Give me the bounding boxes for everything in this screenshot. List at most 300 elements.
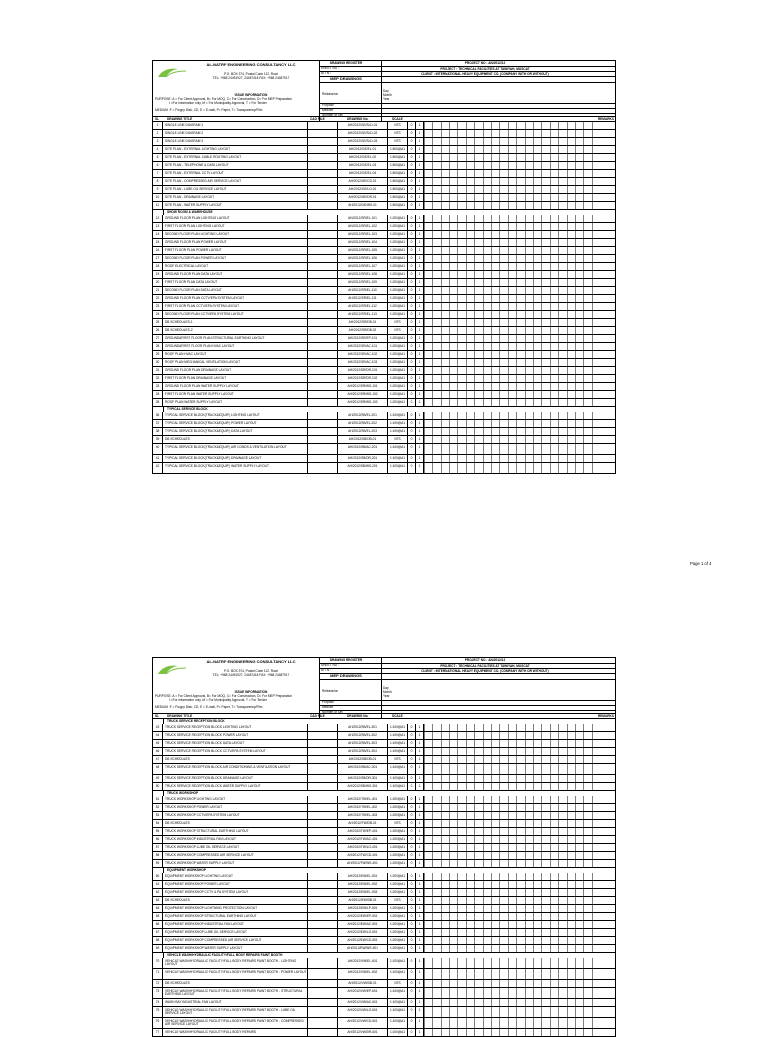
field-release: Release/on — [322, 689, 339, 693]
drawing-scale: 1:200@A1 — [388, 812, 408, 819]
revision-2: 1 — [416, 969, 424, 979]
revision-2: 1 — [416, 1007, 424, 1017]
revision-1: 0 — [408, 463, 416, 473]
cad-file — [308, 913, 338, 920]
table-row — [152, 852, 616, 860]
drawing-number: AH/2012/GE/SLD-02 — [338, 130, 388, 137]
drawing-number: AH/2012/VW/EP-601 — [338, 988, 388, 998]
field-medium: Medium — [322, 108, 334, 112]
issue-grid — [424, 327, 597, 334]
drawing-title: TRUCK WORKSHOP COMPRESSED AIR SERVICE LAYOUT — [163, 852, 308, 859]
drawing-scale: 1:200@A1 — [388, 881, 408, 888]
row-number: 50 — [153, 783, 163, 790]
col-remarks: REMARKS — [597, 116, 614, 121]
row-number: 14 — [153, 231, 163, 238]
issue-grid — [424, 945, 597, 952]
drawing-title: ROOF PLAN WATER SUPPLY LAYOUT — [163, 399, 308, 406]
table-row — [152, 399, 616, 407]
section-heading-text: TRUCK WORKSHOP — [167, 791, 199, 795]
drawing-scale: 1:100@A1 — [388, 1007, 408, 1017]
table-row — [152, 796, 616, 804]
cad-file — [308, 724, 338, 731]
revision-1: 0 — [408, 812, 416, 819]
cad-file — [308, 271, 338, 278]
drawing-title: SECOND FLOOR PLAN LIGHTING LAYOUT — [163, 231, 308, 238]
cad-file — [308, 929, 338, 936]
cad-file — [308, 1029, 338, 1036]
issue-grid — [424, 202, 597, 209]
revision-1: 0 — [408, 223, 416, 230]
register-sheet-1 — [152, 60, 616, 474]
revision-1: 0 — [408, 375, 416, 382]
row-number: 24 — [153, 311, 163, 318]
table-row — [152, 287, 616, 295]
company-contact: TEL: +968 24491927, 24487418 FAX: +968 24487917 — [212, 76, 290, 80]
row-number: 57 — [153, 844, 163, 851]
drawing-scale: 1:200@A1 — [388, 889, 408, 896]
drawing-scale: 1:500@A1 — [388, 146, 408, 153]
revision-1: 0 — [408, 279, 416, 286]
revision-2: 1 — [416, 186, 424, 193]
revision-1: 0 — [408, 889, 416, 896]
drawing-scale: 1:200@A1 — [388, 247, 408, 254]
drawing-title: TRUCK SERVICE RECEPTION BLOCK LIGHTING LAYOUT — [163, 724, 308, 731]
drawing-number: AH/2012/SB/AC-301 — [338, 764, 388, 774]
drawing-title: TYPICAL SERVICE BLOCK(TRUCK&EQUIP.) AIR CONDS & VENTILATION LAYOUT — [163, 444, 308, 454]
company-address: P.O. BOX 374, Postal Code 112, Ruwi — [224, 72, 278, 76]
issue-grid — [424, 130, 597, 137]
issue-grid — [424, 1007, 597, 1017]
issue-grid — [424, 367, 597, 374]
drawing-title: TYPICAL SERVICE BLOCK(TRUCK&EQUIP.) LIGHTING LAYOUT — [163, 412, 308, 419]
drawing-number: AH/2012/SR/EL-106 — [338, 255, 388, 262]
drawing-number: AH/2012/TW/EP-401 — [338, 828, 388, 835]
revision-1: 0 — [408, 929, 416, 936]
revision-1: 0 — [408, 255, 416, 262]
drawing-number: AH/2012/SR/DR-101 — [338, 367, 388, 374]
drawing-scale: 1:100@A1 — [388, 455, 408, 462]
row-number: 19 — [153, 271, 163, 278]
revision-2: 1 — [416, 215, 424, 222]
drawing-title: SITE PLAN - DRAINAGE LAYOUT — [163, 194, 308, 201]
revision-2: 1 — [416, 764, 424, 774]
table-row — [152, 170, 616, 178]
issue-grid — [424, 279, 597, 286]
row-number: 12 — [153, 215, 163, 222]
table-row — [152, 359, 616, 367]
drawing-title: TRUCK WORKSHOP WATER SUPPLY LAYOUT — [163, 860, 308, 867]
table-row — [152, 913, 616, 921]
revision-1: 0 — [408, 412, 416, 419]
revision-2: 1 — [416, 444, 424, 454]
cad-file — [308, 436, 338, 443]
drawing-scale: 1:200@A1 — [388, 828, 408, 835]
issue-grid — [424, 383, 597, 390]
drawing-title: VEHICLE WASH/HYDRAULIC FACILITY/FULL BODY REPAIRS PAINT BOOTH - COMPRESSED AIR SERVICE LAYOUT — [163, 1018, 308, 1028]
drawing-number: AH/2012/SR/EL-101 — [338, 215, 388, 222]
drawing-title: EQUIPMENT WORKSHOP CCTV & PA SYSTEM LAYOUT — [163, 889, 308, 896]
cad-file — [308, 146, 338, 153]
revision-1: 0 — [408, 455, 416, 462]
drawing-scale: 1:200@A1 — [388, 223, 408, 230]
revision-1: 0 — [408, 980, 416, 987]
drawing-scale: 1:200@A1 — [388, 399, 408, 406]
drawing-title: TRUCK WORKSHOP CCTV/EPA SYSTEM LAYOUT — [163, 812, 308, 819]
revision-1: 0 — [408, 351, 416, 358]
drawing-scale: NTS — [388, 130, 408, 137]
drawing-title: FIRST FLOOR PLAN LIGHTING LAYOUT — [163, 223, 308, 230]
table-row — [152, 988, 616, 999]
drawing-scale: NTS — [388, 122, 408, 129]
drawing-title: GROUND&FIRST FLOOR PLAN STRUCTURAL EARTHING LAYOUT — [163, 335, 308, 342]
issue-grid — [424, 311, 597, 318]
revision-2: 1 — [416, 812, 424, 819]
col-sl: SL — [155, 713, 160, 718]
revision-1: 0 — [408, 247, 416, 254]
key-year: Year — [383, 97, 390, 101]
drawing-scale: 1:100@A1 — [388, 958, 408, 968]
issue-grid — [424, 724, 597, 731]
revision-1: 0 — [408, 391, 416, 398]
drawing-scale: 1:200@A1 — [388, 836, 408, 843]
row-number: 33 — [153, 383, 163, 390]
drawing-title: GROUND&FIRST FLOOR PLAN HVAC LAYOUT — [163, 343, 308, 350]
drawing-number: AH/2012/SR/EL-109 — [338, 279, 388, 286]
drawing-scale: 1:100@A1 — [388, 444, 408, 454]
drawing-title: DB SCHEDULES — [163, 980, 308, 987]
drawing-title: WASH BAY INDUSTRIAL FAN LAYOUT — [163, 999, 308, 1006]
drawing-number: AH/2012/SB/EL-203 — [338, 428, 388, 435]
table-row — [152, 271, 616, 279]
issue-grid — [424, 958, 597, 968]
revision-1: 0 — [408, 756, 416, 763]
table-row — [152, 412, 616, 420]
drawing-title: GROUND FLOOR PLAN WATER SUPPLY LAYOUT — [163, 383, 308, 390]
row-number: 54 — [153, 820, 163, 827]
table-row — [152, 263, 616, 271]
issue-grid — [424, 271, 597, 278]
issue-grid — [424, 1029, 597, 1036]
issue-grid — [424, 969, 597, 979]
revision-2: 1 — [416, 980, 424, 987]
divider — [319, 710, 615, 711]
drawing-title: SITE PLAN - WATER SUPPLY LAYOUT — [163, 202, 308, 209]
table-row — [152, 783, 616, 791]
issue-grid — [424, 775, 597, 782]
revision-2: 1 — [416, 122, 424, 129]
drawing-number: AH/2012/SB/DR-301 — [338, 775, 388, 782]
drawing-scale: 1:200@A1 — [388, 303, 408, 310]
revision-2: 1 — [416, 351, 424, 358]
revision-1: 0 — [408, 295, 416, 302]
issue-grid — [424, 455, 597, 462]
issue-grid — [424, 980, 597, 987]
revision-2: 1 — [416, 852, 424, 859]
drawing-title: VEHICLE WASH/HYDRAULIC FACILITY/FULL BODY REPAIRS PAINT BOOTH - LUBE OIL SERVICE LAYOUT — [163, 1007, 308, 1017]
divider — [319, 82, 615, 83]
drawing-number: AH/2012/VW/EL-602 — [338, 969, 388, 979]
cad-file — [308, 138, 338, 145]
drawing-scale: 1:200@A1 — [388, 921, 408, 928]
row-number: 52 — [153, 804, 163, 811]
drawing-number: AH/2012/SR/EL-110 — [338, 287, 388, 294]
revision-1: 0 — [408, 958, 416, 968]
purpose-legend-2: I =For information only, M = For Municipality Approval, T = For Tender — [169, 101, 267, 105]
issue-grid — [424, 897, 597, 904]
revision-1: 0 — [408, 194, 416, 201]
revision-1: 0 — [408, 178, 416, 185]
drawing-scale: NTS — [388, 897, 408, 904]
cad-file — [308, 463, 338, 473]
revision-1: 0 — [408, 231, 416, 238]
revision-2: 1 — [416, 756, 424, 763]
row-number: 28 — [153, 343, 163, 350]
issue-grid — [424, 239, 597, 246]
table-row — [152, 860, 616, 868]
issue-grid — [424, 319, 597, 326]
table-row — [152, 732, 616, 740]
drawing-scale: 1:200@A1 — [388, 295, 408, 302]
cad-file — [308, 444, 338, 454]
cad-file — [308, 311, 338, 318]
issue-grid — [424, 223, 597, 230]
issue-grid — [424, 215, 597, 222]
cad-file — [308, 921, 338, 928]
drawing-number: AH/2012/VW/DR-601 — [338, 1029, 388, 1036]
table-row — [152, 937, 616, 945]
cad-file — [308, 287, 338, 294]
section-heading-text: TRUCK SERVICE RECEPTION BLOCK — [167, 719, 225, 723]
purpose-legend: PURPOSE :A = For Client Approval, B= For MOQ, C= For Construction, D= For MEP Preparation — [155, 97, 293, 101]
drawing-scale: 1:100@A1 — [388, 740, 408, 747]
drawing-title: VEHICLE WASH/HYDRAULIC FACILITY/FULL BODY REPAIRS PAINT BOOTH - STRUCTURAL EARTHING LAYOUT — [163, 988, 308, 998]
drawing-scale: 1:200@A1 — [388, 945, 408, 952]
issue-grid — [424, 756, 597, 763]
page-number: Page 1 of 4 — [690, 561, 712, 566]
drawing-title: TRUCK SERVICE RECEPTION BLOCK POWER LAYOUT — [163, 732, 308, 739]
drawing-number: AH/2012/SR/EL-105 — [338, 247, 388, 254]
company-name: AL-NATRF ENGINEERING CONSULTANCY LLC — [206, 659, 296, 664]
drawing-number: AH/2012/EW/AC-501 — [338, 921, 388, 928]
drawing-scale: 1:100@A1 — [388, 783, 408, 790]
drawing-scale: 1:200@A1 — [388, 804, 408, 811]
client-name: CLIENT : INTERNATIONAL HEAVY EQUIPMENT CO. (COMPANY WITH OR WITHOUT) — [421, 72, 549, 76]
company-contact: TEL: +968 24491927, 24487418 FAX: +968 24487917 — [212, 673, 290, 677]
revision-2: 1 — [416, 130, 424, 137]
project-name: PROJECT : TECHNICAL FACILITIES AT TAWIYAH, MUSCAT — [440, 664, 530, 668]
drawing-title: TRUCK WORKSHOP POWER LAYOUT — [163, 804, 308, 811]
cad-file — [308, 130, 338, 137]
revision-1: 0 — [408, 937, 416, 944]
revision-1: 0 — [408, 319, 416, 326]
drawing-title: FIRST FLOOR PLAN DATA LAYOUT — [163, 279, 308, 286]
row-number: 48 — [153, 764, 163, 774]
key-day: Day — [383, 89, 389, 93]
drawing-title: TRUCK SERVICE RECEPTION BLOCK CCTV/EPA SYSTEM LAYOUT — [163, 748, 308, 755]
row-number: 7 — [153, 170, 163, 177]
cad-file — [308, 796, 338, 803]
table-row — [152, 367, 616, 375]
revision-2: 1 — [416, 311, 424, 318]
drawing-scale: NTS — [388, 319, 408, 326]
divider — [319, 103, 615, 104]
revision-2: 1 — [416, 279, 424, 286]
table-row — [152, 958, 616, 969]
cad-file — [308, 881, 338, 888]
table-row — [152, 231, 616, 239]
cad-file — [308, 1018, 338, 1028]
cad-file — [308, 428, 338, 435]
drawing-number: AH/2012/SR/EL-108 — [338, 271, 388, 278]
row-number: 21 — [153, 287, 163, 294]
table-row — [152, 162, 616, 170]
table-row — [152, 1007, 616, 1018]
drawing-scale: 1:200@A1 — [388, 215, 408, 222]
row-number: 55 — [153, 828, 163, 835]
divider — [319, 700, 615, 701]
revision-2: 1 — [416, 263, 424, 270]
drawing-title: TYPICAL SERVICE BLOCK(TRUCK&EQUIP.) WATER SUPPLY LAYOUT — [163, 463, 308, 473]
revision-2: 1 — [416, 463, 424, 473]
cad-file — [308, 351, 338, 358]
sheet-header — [152, 657, 616, 719]
drawing-title: TRUCK WORKSHOP INDUSTRIAL FAN LAYOUT — [163, 836, 308, 843]
drawing-scale: 1:500@A1 — [388, 186, 408, 193]
drawing-title: EQUIPMENT WORKSHOP INDUSTRIAL FAN LAYOUT — [163, 921, 308, 928]
divider — [319, 61, 320, 121]
revision-1: 0 — [408, 820, 416, 827]
drawing-scale: 1:200@A1 — [388, 937, 408, 944]
drawing-number: AH/2012/TW/DB-01 — [338, 820, 388, 827]
revision-1: 0 — [408, 359, 416, 366]
revision-2: 1 — [416, 255, 424, 262]
table-row — [152, 178, 616, 186]
issue-grid — [424, 889, 597, 896]
table-row — [152, 154, 616, 162]
revision-1: 0 — [408, 154, 416, 161]
revision-2: 1 — [416, 905, 424, 912]
cad-file — [308, 988, 338, 998]
cad-file — [308, 194, 338, 201]
table-row — [152, 897, 616, 905]
revision-2: 1 — [416, 154, 424, 161]
drawing-number: AH/2012/VW/DB-01 — [338, 980, 388, 987]
col-scale: SCALE — [392, 116, 403, 121]
revision-1: 0 — [408, 1029, 416, 1036]
issue-grid — [424, 138, 597, 145]
cad-file — [308, 412, 338, 419]
drawing-scale: 1:200@A1 — [388, 287, 408, 294]
table-row — [152, 873, 616, 881]
drawing-number: AH/2012/SR/DB-02 — [338, 327, 388, 334]
revision-1: 0 — [408, 999, 416, 1006]
drawing-title: TRUCK WORKSHOP LIGHTING LAYOUT — [163, 796, 308, 803]
issue-grid — [424, 873, 597, 880]
drawing-title: SINGLE LINE DIAGRAM 3 — [163, 138, 308, 145]
cad-file — [308, 162, 338, 169]
issue-info-title: ISSUE INFORMATION — [234, 93, 268, 97]
drawing-number: AH/2012/VW/AC-601 — [338, 999, 388, 1006]
cad-file — [308, 889, 338, 896]
field-purpose: Purpose — [322, 103, 334, 107]
table-row — [152, 889, 616, 897]
revision-1: 0 — [408, 921, 416, 928]
drawing-scale: 1:200@A1 — [388, 359, 408, 366]
col-cad: CAD FILE — [310, 116, 325, 121]
cad-file — [308, 945, 338, 952]
revision-2: 1 — [416, 343, 424, 350]
register-title: DRAWING REGISTER — [329, 658, 363, 662]
table-row — [152, 327, 616, 335]
issue-grid — [424, 732, 597, 739]
revision-2: 1 — [416, 937, 424, 944]
table-row — [152, 223, 616, 231]
revision-2: 1 — [416, 420, 424, 427]
row-number: 11 — [153, 202, 163, 209]
drawing-title: DB SCHEDULES — [163, 897, 308, 904]
drawing-scale: NTS — [388, 980, 408, 987]
table-row — [152, 945, 616, 953]
table-row — [152, 820, 616, 828]
cad-file — [308, 399, 338, 406]
issue-grid — [424, 463, 597, 473]
revision-1: 0 — [408, 122, 416, 129]
drawing-scale: 1:200@A1 — [388, 263, 408, 270]
drawing-title: EQUIPMENT WORKSHOP LUBE OIL SERVICE LAYOUT — [163, 929, 308, 936]
revision-2: 1 — [416, 359, 424, 366]
company-logo-icon — [156, 65, 188, 79]
row-number: 3 — [153, 138, 163, 145]
revision-2: 1 — [416, 804, 424, 811]
drawing-number: AH/2012/TW/WS-401 — [338, 860, 388, 867]
col-title: DRAWING TITLE — [167, 116, 193, 121]
drawing-number: AH/2012/SR/AC-101 — [338, 343, 388, 350]
drawing-scale: 1:200@A1 — [388, 231, 408, 238]
cad-file — [308, 359, 338, 366]
cad-file — [308, 367, 338, 374]
divider — [381, 658, 382, 718]
revision-2: 1 — [416, 836, 424, 843]
revision-2: 1 — [416, 138, 424, 145]
drawing-scale: 1:100@A1 — [388, 412, 408, 419]
drawing-scale: 1:100@A1 — [388, 463, 408, 473]
drawing-scale: 1:500@A1 — [388, 170, 408, 177]
issue-grid — [424, 255, 597, 262]
revision-2: 1 — [416, 391, 424, 398]
drawing-title: SITE PLAN - COMPRESSED AIR SERVICE LAYOUT — [163, 178, 308, 185]
drawing-title: EQUIPMENT WORKSHOP LIGHTING LAYOUT — [163, 873, 308, 880]
revision-2: 1 — [416, 732, 424, 739]
drawing-number: AH/2012/SR/EL-103 — [338, 231, 388, 238]
issue-grid — [424, 812, 597, 819]
issue-grid — [424, 247, 597, 254]
drawing-scale: 1:200@A1 — [388, 852, 408, 859]
drawing-title: VEHICLE WASH/HYDRAULIC FACILITY/FULL BODY REPAIRS PAINT BOOTH - LIGHTING LAYOUT — [163, 958, 308, 968]
drawing-title: SECOND FLOOR PLAN CCTV/EPA SYSTEM LAYOUT — [163, 311, 308, 318]
drawing-number: AH/2012/TW/CD-401 — [338, 852, 388, 859]
drawing-scale: 1:100@A1 — [388, 420, 408, 427]
table-row — [152, 881, 616, 889]
row-number: 60 — [153, 873, 163, 880]
row-number: 76 — [153, 1018, 163, 1028]
revision-1: 0 — [408, 988, 416, 998]
table-row — [152, 428, 616, 436]
table-row — [152, 239, 616, 247]
drawing-number: AH/2012/SB/EL-302 — [338, 732, 388, 739]
drawing-scale: 1:200@A1 — [388, 335, 408, 342]
cad-file — [308, 231, 338, 238]
row-number: 75 — [153, 1007, 163, 1017]
